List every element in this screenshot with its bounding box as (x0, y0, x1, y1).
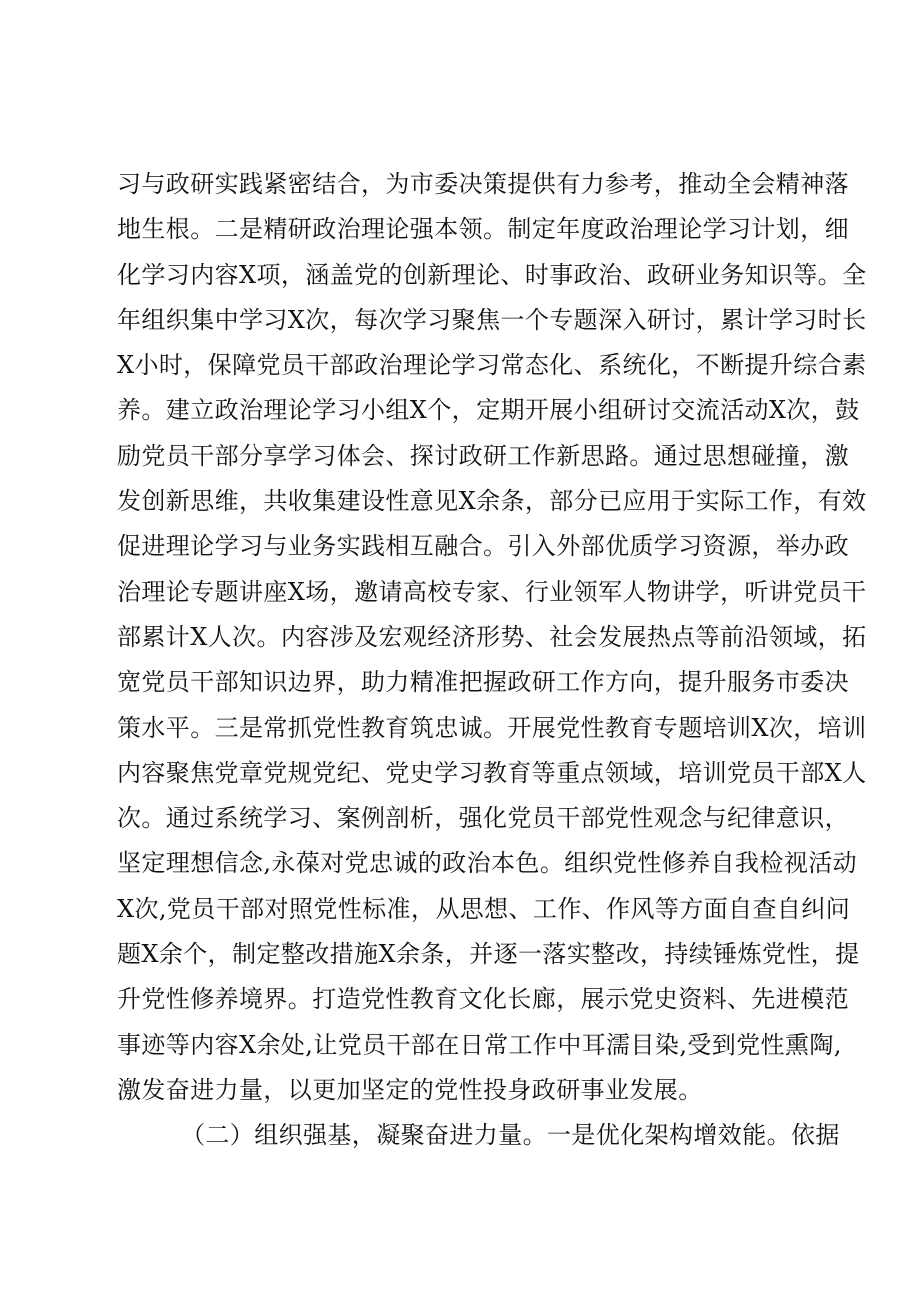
text-line: 促进理论学习与业务实践相互融合。引入外部优质学习资源，举办政 (117, 532, 849, 561)
text-line: 坚定理想信念,永葆对党忠诚的政治本色。组织党性修养自我检视活动 (117, 849, 858, 878)
text-line: 化学习内容X项，涵盖党的创新理论、时事政治、政研业务知识等。全 (117, 260, 867, 289)
text-line: 地生根。二是精研政治理论强本领。制定年度政治理论学习计划，细 (117, 215, 849, 244)
text-line: 激发奋进力量，以更加坚定的党性投身政研事业发展。 (117, 1075, 703, 1104)
text-line: 宽党员干部知识边界，助力精准把握政研工作方向，提升服务市委决 (117, 668, 849, 697)
text-line: 励党员干部分享学习体会、探讨政研工作新思路。通过思想碰撞，激 (117, 441, 849, 470)
text-line: 策水平。三是常抓党性教育筑忠诚。开展党性教育专题培训X次，培训 (117, 713, 867, 742)
text-line: 内容聚焦党章党规党纪、党史学习教育等重点领域，培训党员干部X人 (117, 758, 867, 787)
text-line: X小时，保障党员干部政治理论学习常态化、系统化，不断提升综合素 (117, 351, 867, 380)
text-line: 次。通过系统学习、案例剖析，强化党员干部党性观念与纪律意识， (117, 804, 849, 833)
body-text (117, 162, 867, 1159)
text-line: 题X余个，制定整改措施X余条，并逐一落实整改，持续锤炼党性，提 (117, 940, 860, 969)
text-line: 事迹等内容X余处,让党员干部在日常工作中耳濡目染,受到党性熏陶, (117, 1030, 842, 1059)
text-line: 发创新思维，共收集建设性意见X余条，部分已应用于实际工作，有效 (117, 487, 867, 516)
text-line: X次,党员干部对照党性标准，从思想、工作、作风等方面自查自纠问 (117, 894, 851, 923)
text-line: 治理论专题讲座X场，邀请高校专家、行业领军人物讲学，听讲党员干 (117, 577, 867, 606)
section-heading-line: （二）组织强基，凝聚奋进力量。一是优化架构增效能。依据 (181, 1121, 840, 1150)
text-line: 养。建立政治理论学习小组X个，定期开展小组研讨交流活动X次，鼓 (117, 396, 860, 425)
text-line: 升党性修养境界。打造党性教育文化长廊，展示党史资料、先进模范 (117, 985, 849, 1014)
text-line: 部累计X人次。内容涉及宏观经济形势、社会发展热点等前沿领域，拓 (117, 622, 867, 651)
text-line: 习与政研实践紧密结合，为市委决策提供有力参考，推动全会精神落 (117, 170, 849, 198)
text-line: 年组织集中学习X次，每次学习聚焦一个专题深入研讨，累计学习时长 (117, 305, 867, 334)
